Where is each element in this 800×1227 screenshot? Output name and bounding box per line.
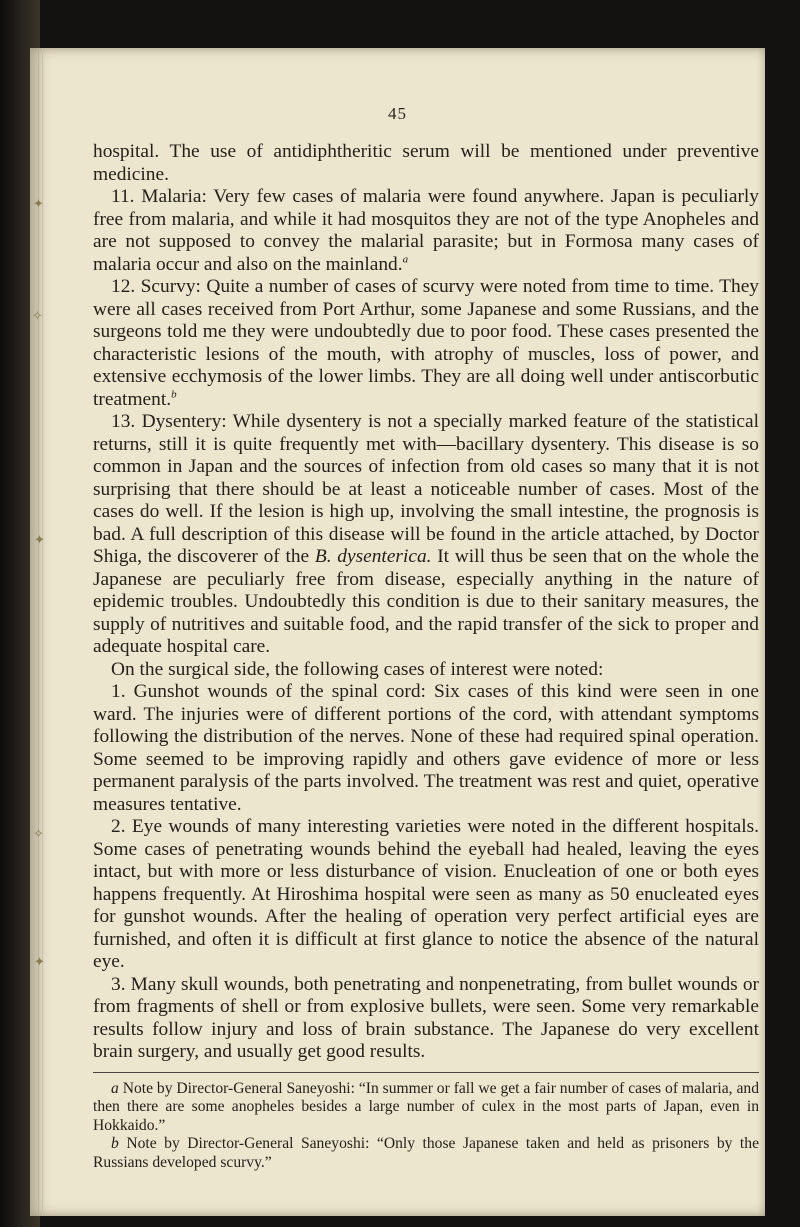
species-name: B. dysenterica. [314,546,432,567]
margin-stain-mark: ✧ [33,827,44,842]
paragraph-spinal-cord: 1. Gunshot wounds of the spinal cord: Six cases of this kind were seen in one ward. The injuries were of different portions of the cord, with attendant symptoms following the distribution of the nerves. None of these had required spinal operation. Some seemed to be improving rapidly and others gave evidence of more or less permanent paralysis of the parts involved. The treatment was rest and quiet, operative measures tentative. [93,681,759,815]
margin-stain-mark: ✦ [33,197,44,212]
paragraph-malaria: 11. Malaria: Very few cases of malaria were found anywhere. Japan is peculiarly free from malaria, and while it had mosquitos they are not of the type Anopheles and are not supposed to convey the malarial parasite; but in Formosa many cases of malaria occur and also on the mainland.$^a$ [93,186,759,275]
footnote-separator [93,1072,759,1073]
page-gutter-line [38,48,39,1216]
page-number: 45 [388,104,407,123]
paragraph-dysentery: 13. Dysentery: While dysentery is not a specially marked feature of the statistical returns, still it is quite frequently met with—bacillary dysentery. This disease is so common in Japan and the sources of infection from old cases so many that it is not surprising that there should be at least a noticeable number of cases. Most of the cases do well. If the lesion is high up, involving the small intestine, the prognosis is bad. A full description of this disease will be found in the article attached, by Doctor Shiga, the discoverer of the B. dysenterica. It will thus be seen that on the whole the Japanese are peculiarly free from disease, especially anything in the nature of epidemic troubles. Undoubtedly this condition is due to their sanitary measures, the supply of nutritives and suitable food, and the rapid transfer of the sick to proper and adequate hospital care. [93,411,759,657]
margin-stain-mark: ✦ [34,533,45,548]
footnote-b: b Note by Director-General Saneyoshi: “Only those Japanese taken and held as prisoners by the Russians developed scurvy.” [93,1135,759,1171]
paragraph-surgical-intro: On the surgical side, the following cases of interest were noted: [111,658,604,680]
book-page [30,48,765,1216]
paragraph-eye-wounds: 2. Eye wounds of many interesting varieties were noted in the different hospitals. Some cases of penetrating wounds behind the eyeball had healed, leaving the eyes intact, but with more or less disturbance of vision. Enucleation of one or both eyes happens frequently. At Hiroshima hospital were seen as many as 50 enucleated eyes for gunshot wounds. After the healing of operation very perfect artificial eyes are furnished, and often it is difficult at first glance to notice the absence of the natural eye. [93,816,759,972]
page-gutter-line-inner [42,48,43,1216]
paragraph-scurvy: 12. Scurvy: Quite a number of cases of scurvy were noted from time to time. They were all cases received from Port Arthur, some Japanese and some Russians, and the surgeons told me they were undoubtedly due to poor food. These cases presented the characteristic lesions of the mouth, with atrophy of muscles, loss of power, and extensive ecchymosis of the lower limbs. They are all doing well under antiscorbutic treatment.$^b$ [93,276,759,410]
footnote-ref-a: a [402,253,409,266]
page-body-text [93,141,759,1172]
footnote-ref-b: b [171,388,177,401]
margin-stain-mark: ✧ [32,309,43,324]
footnote-a: a Note by Director-General Saneyoshi: “In summer or fall we get a fair number of cases of malaria, and then there are some anopheles besides a large number of culex in the most parts of Japan, even in Hokkaido.” [93,1079,759,1134]
margin-stain-mark: ✦ [34,955,45,970]
paragraph-continuation: hospital. The use of antidiphtheritic serum will be mentioned under preventive medicine. [93,141,759,185]
paragraph-skull-wounds: 3. Many skull wounds, both penetrating and nonpenetrating, from bullet wounds or from fragments of shell or from explosive bullets, were seen. Some very remarkable results follow injury and loss of brain substance. The Japanese do very excellent brain surgery, and usually get good results. [93,973,759,1062]
